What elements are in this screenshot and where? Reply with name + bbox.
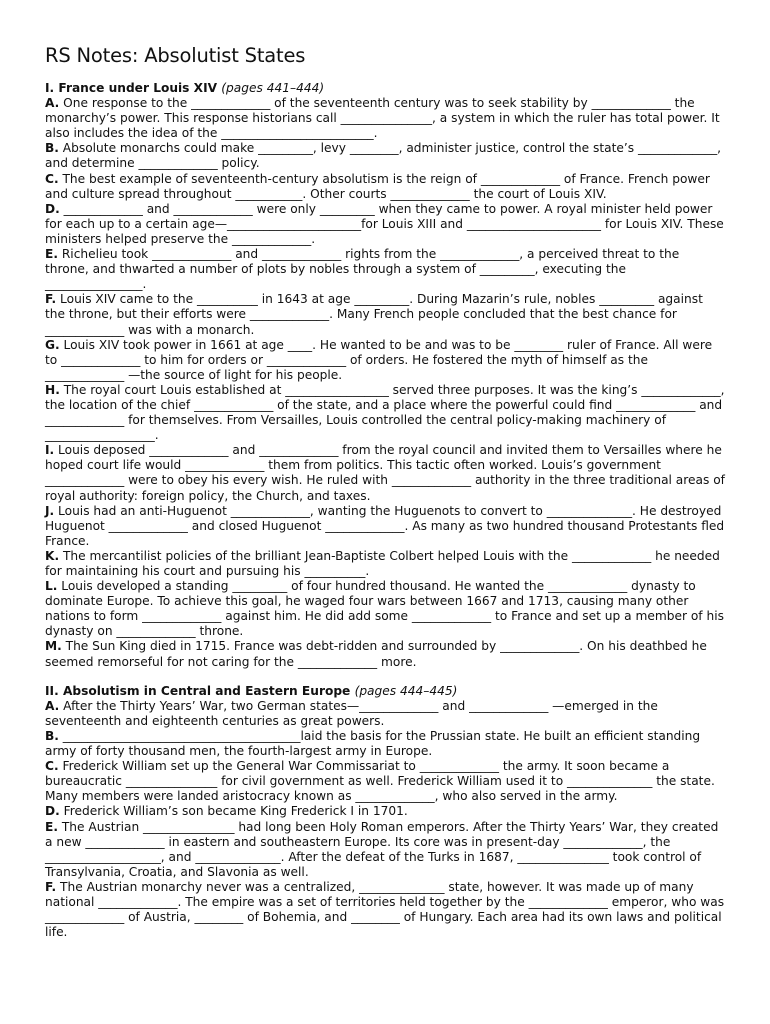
- note-item: [45, 292, 725, 337]
- note-item: [45, 639, 725, 669]
- note-item-text: Louis XIV came to the __________ in 1643 at age _________. During Mazarin’s rule, nobles _________ against the throne, but their efforts were _____________. Many French people concluded that the best chance for _____________ was with a monarch.: [45, 292, 703, 337]
- note-item-letter: I.: [45, 443, 55, 458]
- note-item-letter: G.: [45, 337, 60, 352]
- note-item-letter: L.: [45, 579, 58, 594]
- note-item-text: _______________________________________laid the basis for the Prussian state. He built an efficient standing army of forty thousand men, the fourth-largest army in Europe.: [45, 728, 701, 759]
- note-item: [45, 549, 725, 579]
- note-item-letter: D.: [45, 804, 60, 819]
- note-item: [45, 247, 725, 292]
- note-item-letter: H.: [45, 382, 60, 397]
- note-item: [45, 172, 725, 202]
- note-item-text: The best example of seventeenth-century absolutism is the reign of _____________ of France. French power and culture spread throughout ___________. Other courts _____________ the court of Louis XIV.: [45, 171, 710, 201]
- note-item-text: The Sun King died in 1715. France was debt-ridden and surrounded by _____________. On his deathbed he seemed remorseful for not caring for the _____________ more.: [45, 639, 707, 669]
- note-item-letter: A.: [45, 698, 60, 713]
- note-item-text: Richelieu took _____________ and _____________ rights from the _____________, a perceived threat to the throne, and thwarted a number of plots by nobles through a system of _________, executing the ________________.: [45, 247, 680, 292]
- note-item-text: Frederick William set up the General War Commissariat to _____________ the army. It soon became a bureaucratic _______________ for civil government as well. Frederick William used it to ______________ the state. Many members were landed aristocracy known as _____________, who also served in the army.: [45, 759, 715, 804]
- note-item-letter: B.: [45, 141, 59, 156]
- section-1-heading: [45, 81, 725, 96]
- note-item: [45, 820, 725, 880]
- note-item-text: After the Thirty Years’ War, two German states—_____________ and _____________ —emerged in the seventeenth and eighteenth centuries as great powers.: [45, 698, 658, 728]
- note-item-letter: C.: [45, 171, 59, 186]
- section-2-body: [45, 699, 725, 941]
- section-1-body: [45, 96, 725, 670]
- note-item-letter: F.: [45, 879, 57, 894]
- note-item-text: The Austrian monarchy never was a centralized, ______________ state, however. It was made up of many national _____________. The empire was a set of territories held together by the _____________ emperor, who was _____________ of Austria, ________ of Bohemia, and ________ of Hungary. Each area had its own laws and political life.: [45, 879, 725, 940]
- note-item: [45, 880, 725, 940]
- section-1-title: I. France under Louis XIV: [45, 81, 218, 95]
- note-item-letter: K.: [45, 548, 60, 563]
- note-item-text: Louis deposed _____________ and _____________ from the royal council and invited them to Versailles where he hoped court life would _____________ them from politics. This tactic often worked. Louis’s government _____________ were to obey his every wish. He ruled with _____________ authority in the three traditional areas of royal authority: foreign policy, the Church, and taxes.: [45, 443, 725, 503]
- section-2-heading: [45, 684, 725, 699]
- note-item-text: One response to the _____________ of the seventeenth century was to seek stability by _____________ the monarchy’s power. This response historians call _______________, a system in which the ruler has total power. It also includes the idea of the _________________________.: [45, 96, 720, 141]
- note-item-text: Louis developed a standing _________ of four hundred thousand. He wanted the _____________ dynasty to dominate Europe. To achieve this goal, he waged four wars between 1667 and 1713, causing many other nations to form _____________ against him. He did add some _____________ to France and set up a member of his dynasty on _____________ throne.: [45, 579, 724, 639]
- section-2-title: II. Absolutism in Central and Eastern Europe: [45, 683, 351, 698]
- note-item-text: _____________ and _____________ were only _________ when they came to power. A royal minister held power for each up to a certain age—______________________for Louis XIII and ______________________ for Louis XIV. These ministers helped preserve the _____________.: [45, 201, 724, 246]
- worksheet-page: [45, 44, 725, 940]
- section-2-pages: (pages 444–445): [354, 683, 458, 698]
- note-item: [45, 383, 725, 443]
- note-item-letter: E.: [45, 247, 58, 262]
- note-item: [45, 504, 725, 549]
- note-item: [45, 202, 725, 247]
- note-item: [45, 729, 725, 759]
- note-item-text: Louis had an anti-Huguenot _____________, wanting the Huguenots to convert to ______________. He destroyed Huguenot _____________ and closed Huguenot _____________. As many as two hundred thousand Protestants fled France.: [45, 503, 725, 548]
- note-item-letter: F.: [45, 292, 57, 307]
- page-title: RS Notes: Absolutist States: [45, 44, 306, 67]
- note-item-letter: D.: [45, 201, 60, 216]
- note-item: [45, 579, 725, 639]
- note-item: [45, 759, 725, 804]
- note-item: [45, 443, 725, 503]
- note-item-letter: M.: [45, 639, 62, 654]
- note-item-text: Frederick William’s son became King Frederick I in 1701.: [59, 804, 408, 819]
- note-item-letter: C.: [45, 759, 59, 774]
- note-item-letter: B.: [45, 728, 59, 743]
- note-item-text: Louis XIV took power in 1661 at age ____. He wanted to be and was to be ________ ruler of France. All were to _____________ to him for orders or _____________ of orders. He fostered the myth of himself as the _____________ —the source of light for his people.: [45, 337, 713, 382]
- note-item-text: The mercantilist policies of the brilliant Jean-Baptiste Colbert helped Louis with the _____________ he needed for maintaining his court and pursuing his __________.: [45, 548, 720, 578]
- note-item: [45, 338, 725, 383]
- section-1-pages: (pages 441–444): [221, 81, 325, 95]
- note-item-text: Absolute monarchs could make _________, levy ________, administer justice, control the state’s _____________, and determine _____________ policy.: [45, 141, 722, 171]
- note-item-text: The royal court Louis established at _________________ served three purposes. It was the king’s _____________, the location of the chief _____________ of the state, and a place where the powerful could find _____________ and _____________ for themselves. From Versailles, Louis controlled the central policy-making machinery of __________________.: [45, 382, 725, 443]
- note-item-letter: A.: [45, 96, 60, 111]
- note-item-letter: E.: [45, 819, 58, 834]
- note-item: [45, 141, 725, 171]
- note-item: [45, 804, 725, 819]
- note-item-letter: J.: [45, 503, 55, 518]
- note-item: [45, 699, 725, 729]
- note-item: [45, 96, 725, 141]
- note-item-text: The Austrian _______________ had long been Holy Roman emperors. After the Thirty Years’ War, they created a new _____________ in eastern and southeastern Europe. Its core was in present-day _____________, the ___________________, and ______________. After the defeat of the Turks in 1687, _______________ took control of Transylvania, Croatia, and Slavonia as well.: [45, 819, 719, 879]
